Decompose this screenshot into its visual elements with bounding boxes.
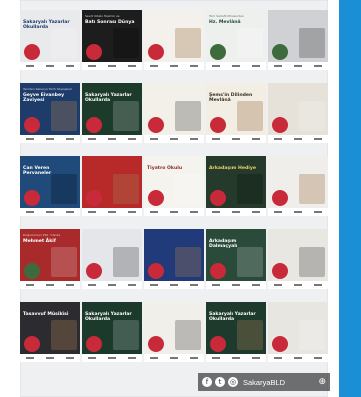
sponsor-logo	[232, 211, 240, 213]
poster-title: Can Veren Pervaneler	[23, 166, 52, 176]
sponsor-logo	[46, 211, 54, 213]
sponsor-logo-band	[268, 354, 328, 362]
poster-tile	[82, 156, 142, 216]
sponsor-logo	[212, 211, 220, 213]
sponsor-logo	[88, 211, 96, 213]
sponsor-logo-band	[82, 354, 142, 362]
sponsor-logo-band	[20, 135, 80, 143]
poster-title: Sakaryalı Yazarlar Okullarda	[23, 20, 70, 30]
sponsor-logo	[190, 357, 198, 359]
date-badge	[272, 44, 288, 60]
sponsor-logo	[274, 138, 282, 140]
poster-tile	[144, 229, 204, 289]
poster-subtitle: Türk Sahaflı Mirasından	[209, 14, 244, 18]
sponsor-logo	[26, 357, 34, 359]
date-badge	[210, 44, 226, 60]
sponsor-logo	[66, 65, 74, 67]
sponsor-logo	[88, 357, 96, 359]
sponsor-logo	[232, 357, 240, 359]
poster-photo	[237, 101, 263, 131]
sponsor-logo	[108, 138, 116, 140]
sponsor-logo	[128, 211, 136, 213]
poster-tile	[268, 10, 328, 70]
sponsor-logo	[26, 211, 34, 213]
social-footer-bar	[198, 373, 330, 391]
date-badge	[272, 190, 288, 206]
poster-tile	[268, 83, 328, 143]
sponsor-logo	[26, 65, 34, 67]
poster-tile	[20, 229, 80, 289]
twitter-icon[interactable]: t	[215, 377, 225, 387]
sponsor-logo-band	[144, 208, 204, 216]
poster-tile	[144, 302, 204, 362]
date-badge	[86, 263, 102, 279]
poster-tile	[20, 10, 80, 70]
poster-photo	[113, 320, 139, 350]
sponsor-logo-band	[144, 62, 204, 70]
sponsor-logo	[212, 357, 220, 359]
sponsor-logo	[46, 138, 54, 140]
sponsor-logo	[314, 211, 322, 213]
sponsor-logo	[170, 138, 178, 140]
sponsor-logo-band	[268, 62, 328, 70]
date-badge	[272, 117, 288, 133]
poster-tile	[206, 10, 266, 70]
sponsor-logo	[212, 65, 220, 67]
poster-tile	[82, 83, 142, 143]
sponsor-logo	[212, 138, 220, 140]
sponsor-logo	[314, 357, 322, 359]
sponsor-logo-band	[20, 281, 80, 289]
poster-tile	[20, 156, 80, 216]
sponsor-logo	[88, 138, 96, 140]
poster-photo	[175, 101, 201, 131]
sponsor-logo	[274, 284, 282, 286]
sponsor-logo	[252, 211, 260, 213]
poster-tile	[144, 83, 204, 143]
poster-tile	[20, 83, 80, 143]
sponsor-logo-band	[144, 354, 204, 362]
poster-title: Batı Sonrası Dünya	[85, 20, 135, 25]
sponsor-logo	[252, 284, 260, 286]
poster-title: Arkadaşım Hediye	[209, 166, 256, 171]
sponsor-logo	[26, 138, 34, 140]
sponsor-logo	[66, 357, 74, 359]
sponsor-logo	[232, 65, 240, 67]
date-badge	[24, 336, 40, 352]
sponsor-logo	[294, 211, 302, 213]
date-badge	[148, 263, 164, 279]
poster-tile	[82, 10, 142, 70]
sponsor-logo	[66, 284, 74, 286]
sponsor-logo	[294, 284, 302, 286]
sponsor-logo-band	[20, 208, 80, 216]
poster-tile	[206, 302, 266, 362]
sponsor-logo-band	[144, 135, 204, 143]
sponsor-logo	[150, 357, 158, 359]
social-handle: SakaryaBLD	[243, 377, 286, 387]
date-badge	[86, 44, 102, 60]
sponsor-logo	[108, 65, 116, 67]
poster-mosaic	[20, 0, 328, 397]
date-badge	[24, 117, 40, 133]
date-badge	[210, 190, 226, 206]
sponsor-logo	[128, 138, 136, 140]
poster-photo	[51, 174, 77, 204]
sponsor-logo	[274, 357, 282, 359]
sponsor-logo-band	[206, 281, 266, 289]
sponsor-logo	[128, 357, 136, 359]
sponsor-logo	[294, 65, 302, 67]
date-badge	[272, 263, 288, 279]
date-badge	[148, 336, 164, 352]
date-badge	[24, 190, 40, 206]
poster-subtitle: Doğumunun 150. Yılında	[23, 233, 61, 237]
sponsor-logo-band	[82, 62, 142, 70]
date-badge	[24, 44, 40, 60]
sponsor-logo-band	[82, 208, 142, 216]
sponsor-logo-band	[206, 208, 266, 216]
sponsor-logo	[190, 211, 198, 213]
poster-photo	[51, 320, 77, 350]
sponsor-logo	[232, 284, 240, 286]
poster-title: Şems'in Dilinden Mevlânâ	[209, 93, 253, 103]
poster-photo	[299, 174, 325, 204]
sponsor-logo-band	[144, 281, 204, 289]
sponsor-logo	[274, 65, 282, 67]
poster-tile	[20, 302, 80, 362]
date-badge	[86, 190, 102, 206]
sponsor-logo	[314, 65, 322, 67]
instagram-icon[interactable]: ◎	[229, 378, 237, 386]
poster-title: Sakaryalı Yazarlar Okullarda	[209, 312, 256, 322]
date-badge	[24, 263, 40, 279]
sponsor-logo	[190, 138, 198, 140]
poster-photo	[113, 174, 139, 204]
sponsor-logo	[314, 138, 322, 140]
date-badge	[148, 44, 164, 60]
sponsor-logo	[46, 65, 54, 67]
sponsor-logo-band	[268, 281, 328, 289]
date-badge	[86, 336, 102, 352]
date-badge	[272, 336, 288, 352]
sponsor-logo	[170, 284, 178, 286]
poster-tile	[144, 156, 204, 216]
sponsor-logo	[88, 65, 96, 67]
sponsor-logo	[294, 138, 302, 140]
date-badge	[148, 117, 164, 133]
poster-title: Arkadaşım Dalmaçyalı	[209, 239, 238, 249]
sponsor-logo	[170, 357, 178, 359]
sponsor-logo-band	[20, 354, 80, 362]
sponsor-logo	[252, 65, 260, 67]
poster-photo	[175, 174, 201, 204]
sponsor-logo	[252, 357, 260, 359]
poster-photo	[299, 101, 325, 131]
sponsor-logo	[88, 284, 96, 286]
date-badge	[210, 117, 226, 133]
sponsor-logo	[150, 284, 158, 286]
sponsor-logo	[150, 138, 158, 140]
sponsor-logo	[170, 211, 178, 213]
poster-photo	[175, 320, 201, 350]
poster-photo	[299, 320, 325, 350]
sponsor-logo	[294, 357, 302, 359]
poster-photo	[113, 247, 139, 277]
sponsor-logo-band	[206, 354, 266, 362]
poster-tile	[206, 156, 266, 216]
date-badge	[148, 190, 164, 206]
sponsor-logo	[212, 284, 220, 286]
sponsor-logo-band	[82, 281, 142, 289]
sponsor-logo	[66, 138, 74, 140]
sponsor-logo-band	[268, 208, 328, 216]
poster-photo	[113, 101, 139, 131]
sponsor-logo-band	[206, 62, 266, 70]
sponsor-logo	[26, 284, 34, 286]
sponsor-logo	[128, 65, 136, 67]
sponsor-logo	[108, 357, 116, 359]
poster-photo	[237, 174, 263, 204]
sponsor-logo	[232, 138, 240, 140]
poster-photo	[113, 28, 139, 58]
sponsor-logo	[150, 65, 158, 67]
sponsor-logo	[252, 138, 260, 140]
poster-title: Geyve Eivanbey Zaviyesi	[23, 93, 65, 103]
sponsor-logo	[190, 65, 198, 67]
facebook-icon[interactable]: f	[202, 377, 212, 387]
poster-tile	[268, 302, 328, 362]
poster-title: Tiyatro Okulu	[147, 166, 183, 171]
poster-tile	[206, 83, 266, 143]
poster-subtitle: Sevdi Kitabı Hazırlık ve	[85, 14, 120, 18]
poster-photo	[51, 247, 77, 277]
poster-title: Hz. Mevlânâ	[209, 20, 241, 25]
sponsor-logo	[46, 284, 54, 286]
sponsor-logo-band	[206, 135, 266, 143]
globe-icon[interactable]: ⊕	[318, 377, 326, 387]
poster-photo	[175, 28, 201, 58]
blue-side-strip	[339, 0, 361, 397]
poster-photo	[51, 28, 77, 58]
poster-tile	[268, 156, 328, 216]
sponsor-logo-band	[20, 62, 80, 70]
sponsor-logo	[190, 284, 198, 286]
date-badge	[86, 117, 102, 133]
poster-tile	[268, 229, 328, 289]
sponsor-logo-band	[82, 135, 142, 143]
poster-title: Tasavvuf Mûsikîsi	[23, 312, 69, 317]
poster-photo	[51, 101, 77, 131]
poster-subtitle: Yeniden Sakarya Tarih Söyleşileri	[23, 87, 73, 91]
sponsor-logo	[108, 211, 116, 213]
poster-photo	[299, 28, 325, 58]
poster-title: Sakaryalı Yazarlar Okullarda	[85, 312, 132, 322]
sponsor-logo	[170, 65, 178, 67]
sponsor-logo-band	[268, 135, 328, 143]
poster-tile	[144, 10, 204, 70]
sponsor-logo	[128, 284, 136, 286]
sponsor-logo	[314, 284, 322, 286]
poster-photo	[299, 247, 325, 277]
sponsor-logo	[108, 284, 116, 286]
poster-tile	[82, 302, 142, 362]
poster-photo	[237, 247, 263, 277]
poster-tile	[206, 229, 266, 289]
poster-title: Mehmet Âkif	[23, 239, 56, 244]
date-badge	[210, 336, 226, 352]
date-badge	[210, 263, 226, 279]
sponsor-logo	[66, 211, 74, 213]
poster-photo	[237, 28, 263, 58]
poster-photo	[175, 247, 201, 277]
sponsor-logo	[150, 211, 158, 213]
poster-title: Sakaryalı Yazarlar Okullarda	[85, 93, 132, 103]
sponsor-logo	[46, 357, 54, 359]
poster-tile	[82, 229, 142, 289]
sponsor-logo	[274, 211, 282, 213]
poster-photo	[237, 320, 263, 350]
